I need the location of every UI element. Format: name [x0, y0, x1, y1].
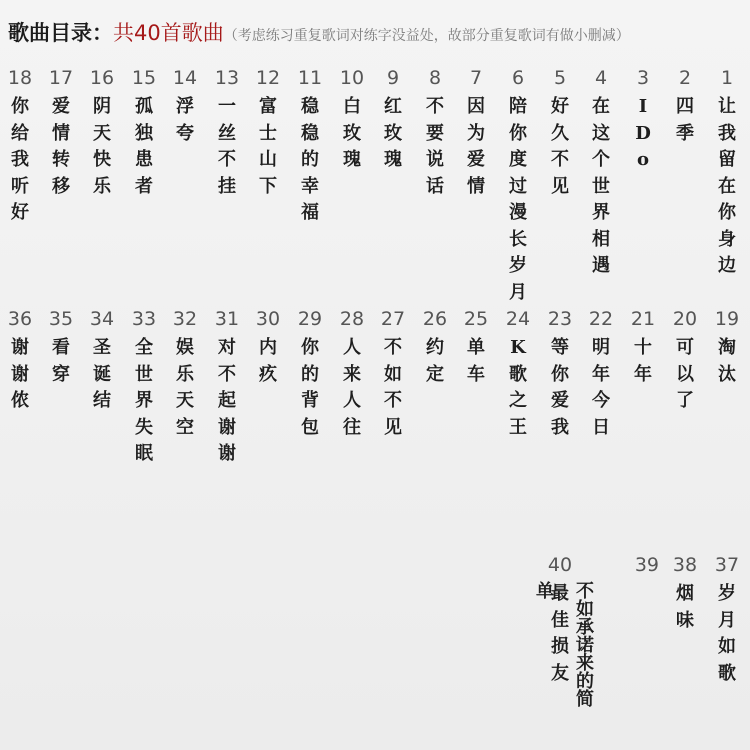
- song-number: 32: [172, 308, 198, 330]
- song-title: 白玫瑰: [343, 96, 361, 170]
- song-title: 最佳损友: [551, 583, 569, 684]
- song-title: 等你爱我: [551, 337, 569, 438]
- song-item: [124, 307, 164, 468]
- catalog-header: [8, 18, 748, 51]
- song-item: [248, 307, 288, 388]
- song-number: 39: [634, 554, 659, 576]
- song-title: 对不起 谢谢: [218, 337, 236, 464]
- song-title: 稳稳的幸福: [301, 96, 319, 223]
- song-item: [415, 66, 455, 200]
- song-title: 全世界失眠: [135, 337, 153, 464]
- song-number: 9: [386, 67, 400, 89]
- song-title: 阴天快乐: [93, 96, 111, 197]
- song-item: [581, 307, 621, 441]
- song-title: K歌之王: [509, 337, 527, 438]
- song-item: [373, 66, 413, 174]
- song-title: 爱情转移: [52, 96, 70, 197]
- song-title: 单车: [467, 337, 485, 385]
- song-item: [707, 307, 747, 388]
- song-title: 浮夸: [176, 96, 194, 144]
- song-number: 7: [469, 67, 483, 89]
- song-number: 31: [214, 308, 240, 330]
- song-title: 四季: [676, 96, 694, 144]
- song-count: 共40首歌曲: [113, 21, 224, 45]
- catalog-note: （考虑练习重复歌词对练字没益处，故部分重复歌词有做小删减）: [223, 28, 630, 44]
- song-title: 十年: [634, 337, 652, 385]
- song-number: 40: [547, 554, 573, 576]
- song-title: 内疚: [259, 337, 277, 385]
- song-title: 让我留在你身边: [718, 96, 736, 276]
- song-item: [248, 66, 288, 200]
- song-title: 你的背包: [301, 337, 319, 438]
- song-number: 5: [553, 67, 567, 89]
- song-number: 34: [89, 308, 115, 330]
- song-item: [373, 307, 413, 441]
- song-number: 33: [131, 308, 157, 330]
- song-item: [41, 307, 81, 388]
- song-item: [124, 66, 164, 200]
- song-title: 淘汰: [718, 337, 736, 385]
- song-item: [456, 66, 496, 200]
- song-title: 约定: [426, 337, 444, 385]
- song-title: 孤独患者: [135, 96, 153, 197]
- song-item: [332, 307, 372, 441]
- song-number: 13: [214, 67, 240, 89]
- song-title: 在这个世界相遇: [592, 96, 610, 276]
- song-title: 好久不见: [551, 96, 569, 197]
- song-item: [707, 66, 747, 280]
- song-title: 红玫瑰: [384, 96, 402, 170]
- song-item: [456, 307, 496, 388]
- song-item: [332, 66, 372, 174]
- song-number: 21: [630, 308, 656, 330]
- song-item: [207, 307, 247, 468]
- song-number: 35: [48, 308, 74, 330]
- song-title: 明年今日: [592, 337, 610, 438]
- song-title: 你给我听好: [11, 96, 29, 223]
- song-title: 不如承诺来的简单: [533, 581, 594, 707]
- song-number: 22: [588, 308, 614, 330]
- song-title: 谢谢侬: [11, 337, 29, 411]
- song-number: 20: [672, 308, 698, 330]
- song-number: 10: [339, 67, 365, 89]
- song-item: [82, 307, 122, 415]
- song-number: 3: [636, 67, 650, 89]
- song-number: 14: [172, 67, 198, 89]
- song-title: 一丝不挂: [218, 96, 236, 197]
- song-item: [207, 66, 247, 200]
- song-title: 人来人往: [343, 337, 361, 438]
- song-item: [41, 66, 81, 200]
- song-item: [498, 307, 538, 441]
- song-item: [290, 66, 330, 227]
- song-item: [623, 66, 663, 174]
- song-title: 可以了: [676, 337, 694, 411]
- song-item: [0, 66, 40, 227]
- song-title: I Do: [635, 96, 651, 170]
- song-item: [0, 307, 40, 415]
- song-title: 因为爱情: [467, 96, 485, 197]
- song-title: 富士山下: [259, 96, 277, 197]
- song-number: 12: [255, 67, 281, 89]
- song-item: [623, 307, 663, 388]
- song-item: [165, 66, 205, 147]
- song-title: 看穿: [52, 337, 70, 385]
- song-item: [415, 307, 455, 388]
- song-number: 24: [505, 308, 531, 330]
- song-title: 岁月如歌: [718, 583, 736, 684]
- song-number: 26: [422, 308, 448, 330]
- song-title: 不如不见: [384, 337, 402, 438]
- song-item: [290, 307, 330, 441]
- song-number: 4: [594, 67, 608, 89]
- song-item: [165, 307, 205, 441]
- song-title: 不要说话: [426, 96, 444, 197]
- song-number: 6: [511, 67, 525, 89]
- song-number: 17: [48, 67, 74, 89]
- song-title: 陪你度过漫长岁月: [509, 96, 527, 303]
- song-number: 37: [714, 554, 740, 576]
- song-title: 烟味: [676, 583, 694, 631]
- song-number: 8: [428, 67, 442, 89]
- song-title: 娱乐天空: [176, 337, 194, 438]
- song-item: [540, 66, 580, 200]
- song-number: 28: [339, 308, 365, 330]
- song-number: 1: [720, 67, 734, 89]
- catalog-title: 歌曲目录：: [8, 21, 113, 45]
- song-item: [665, 66, 705, 147]
- song-item: [707, 553, 747, 687]
- song-number: 29: [297, 308, 323, 330]
- song-number: 23: [547, 308, 573, 330]
- song-item: [540, 553, 580, 687]
- song-item: [665, 307, 705, 415]
- song-number: 27: [380, 308, 406, 330]
- song-number: 38: [672, 554, 698, 576]
- song-number: 25: [463, 308, 489, 330]
- song-number: 15: [131, 67, 157, 89]
- song-number: 19: [714, 308, 740, 330]
- song-item: [498, 66, 538, 306]
- song-item: [665, 553, 705, 634]
- song-number: 18: [7, 67, 33, 89]
- song-title: 圣诞结: [93, 337, 111, 411]
- song-number: 16: [89, 67, 115, 89]
- song-number: 11: [297, 67, 323, 89]
- song-item: [581, 66, 621, 280]
- song-number: 2: [678, 67, 692, 89]
- song-item: [82, 66, 122, 200]
- song-number: 30: [255, 308, 281, 330]
- song-item: [540, 307, 580, 441]
- song-number: 36: [7, 308, 33, 330]
